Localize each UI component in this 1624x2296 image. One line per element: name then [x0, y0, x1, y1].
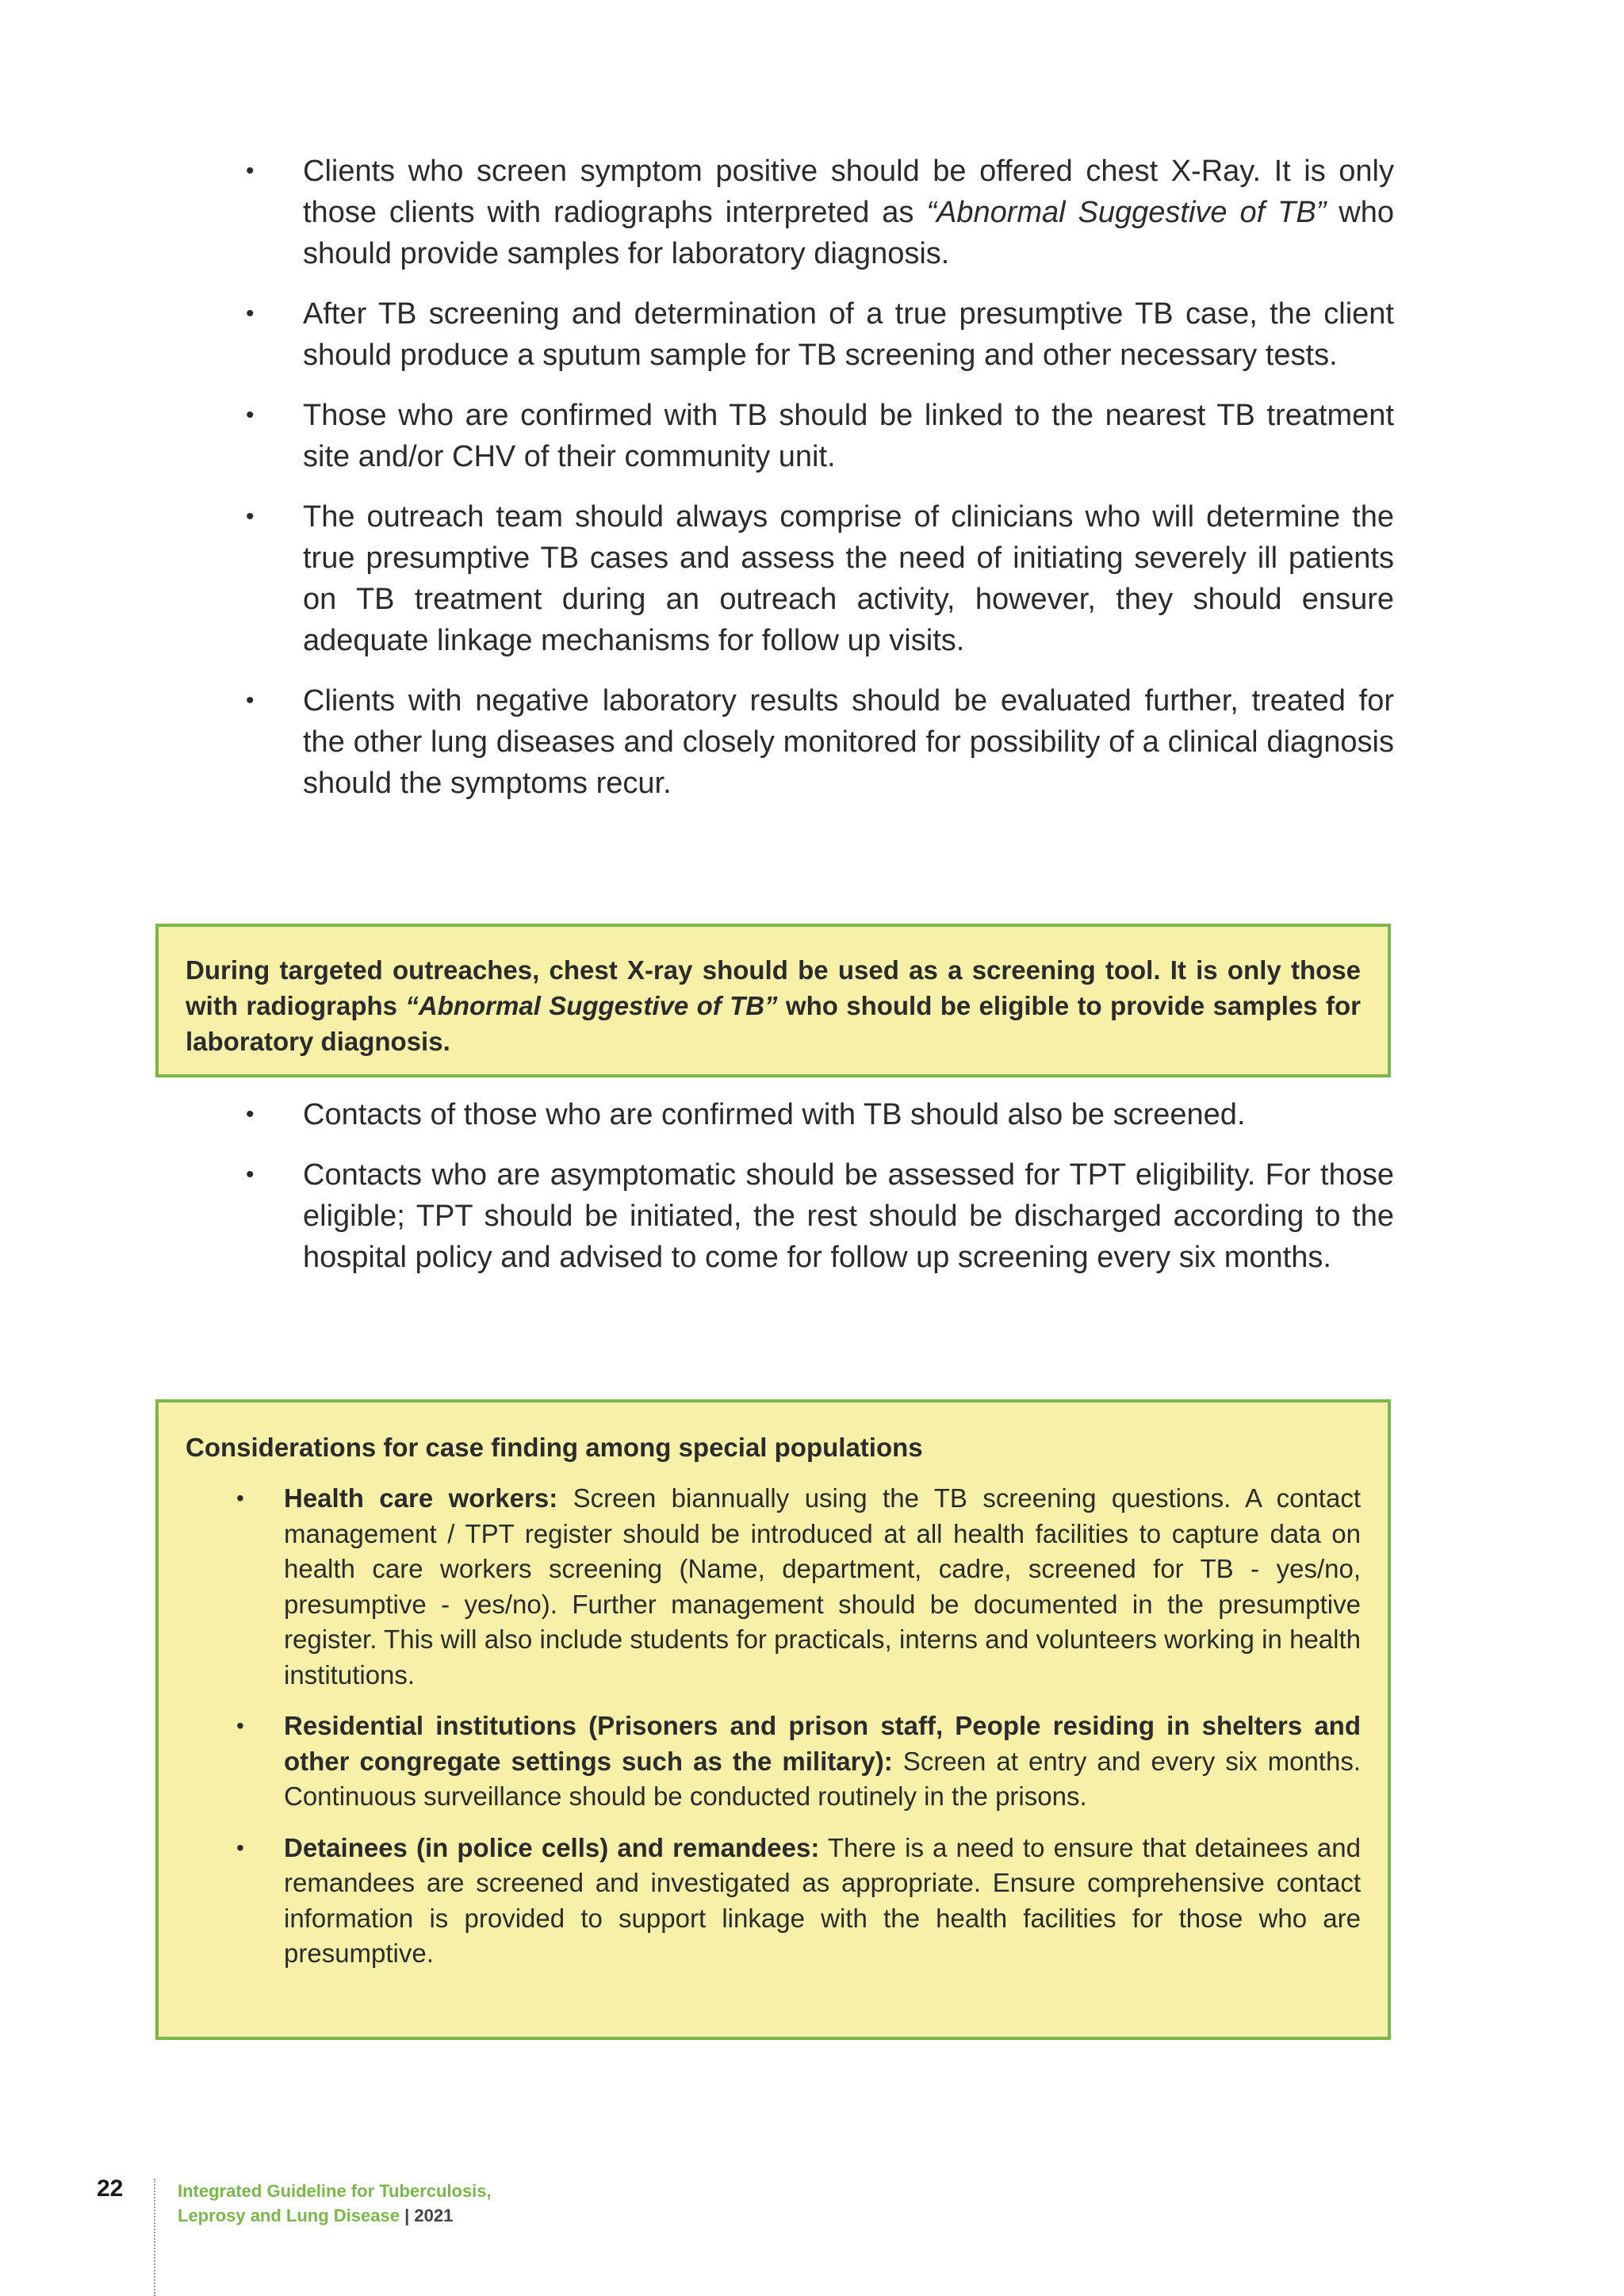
bullet-list-contacts [246, 1094, 1394, 1297]
footer-divider [154, 2179, 155, 2296]
special-populations-list [186, 1481, 1361, 1972]
bullet-item [246, 496, 1394, 661]
bullet-text: Contacts who are asymptomatic should be assessed for TPT eligibility. For those eligible; TPT should be initiated, the rest should be discharged according to the hospital policy and advised to come for follow up screening every six months. [303, 1158, 1394, 1274]
bullet-marker: • [236, 1713, 244, 1738]
bullet-marker: • [246, 1161, 255, 1188]
bullet-item [246, 151, 1394, 274]
page-number: 22 [97, 2175, 124, 2202]
callout-box-xray [155, 924, 1391, 1077]
callout-box-special-populations [155, 1399, 1391, 2040]
bullet-marker: • [246, 158, 255, 184]
bullet-text: Clients who screen symptom positive should be offered chest X-Ray. It is only those clients with radiographs interpreted as [303, 155, 1394, 229]
bullet-text: Those who are confirmed with TB should be linked to the nearest TB treatment site and/or CHV of their community unit. [303, 399, 1394, 473]
footer-title [178, 2179, 492, 2228]
footer-year: 2021 [414, 2206, 454, 2225]
population-text: Screen at entry and every six months. Continuous surveillance should be conducted routinely in the prisons. [284, 1746, 1361, 1811]
population-item [236, 1481, 1361, 1693]
footer-separator: | [399, 2206, 415, 2225]
callout-title: Considerations for case finding among special populations [186, 1433, 923, 1462]
callout-text-end: who should be eligible to provide samples for laboratory diagnosis. [186, 991, 1361, 1056]
bullet-item [246, 1094, 1394, 1135]
bullet-marker: • [246, 300, 255, 327]
population-label: Residential institutions (Prisoners and prison staff, People residing in shelters and other congregate settings such as the military): [284, 1711, 1361, 1776]
bullet-item [246, 293, 1394, 376]
bullet-marker: • [236, 1486, 244, 1510]
population-item [236, 1831, 1361, 1972]
bullet-text: After TB screening and determination of a true presumptive TB case, the client should produce a sputum sample for TB screening and other necessary tests. [303, 297, 1394, 372]
bullet-marker: • [236, 1835, 244, 1860]
bullet-marker: • [246, 687, 255, 714]
bullet-marker: • [246, 1101, 255, 1127]
footer-line-2: Leprosy and Lung Disease [178, 2206, 400, 2225]
bullet-marker: • [246, 402, 255, 428]
bullet-text: who should provide samples for laboratory diagnosis. [303, 196, 1394, 270]
population-text: There is a need to ensure that detainees and remandees are screened and investigated as appropriate. Ensure comprehensive contact information is provided to support linkage with the health facilities for those who are presumptive. [284, 1832, 1361, 1968]
bullet-text: The outreach team should always comprise of clinicians who will determine the true presumptive TB cases and assess the need of initiating severely ill patients on TB treatment during an outreach activity, however, they should ensure adequate linkage mechanisms for follow up visits. [303, 500, 1394, 657]
bullet-list-top [246, 151, 1394, 823]
bullet-marker: • [246, 503, 255, 530]
footer-line-1: Integrated Guideline for Tuberculosis, [178, 2181, 492, 2201]
bullet-item [246, 395, 1394, 477]
population-text: Screen biannually using the TB screening questions. A contact management / TPT register should be introduced at all health facilities to capture data on health care workers screening (Name, department, cadre, screened for TB - yes/no, presumptive - yes/no). Further management should be documented in the presumptive register. This will also include students for practicals, interns and volunteers working in health institutions. [284, 1483, 1361, 1689]
population-item [236, 1709, 1361, 1815]
callout-text: During targeted outreaches, chest X-ray should be used as a screening tool. It is only those with radiographs [186, 955, 1361, 1020]
bullet-text: Contacts of those who are confirmed with TB should also be screened. [303, 1098, 1246, 1131]
population-label: Health care workers: [284, 1483, 558, 1513]
bullet-text: Clients with negative laboratory results should be evaluated further, treated for the other lung diseases and closely monitored for possibility of a clinical diagnosis should the symptoms recur. [303, 684, 1394, 800]
bullet-item [246, 1154, 1394, 1278]
bullet-item [246, 680, 1394, 804]
bullet-emphasis: “Abnormal Suggestive of TB” [926, 196, 1327, 229]
callout-emphasis: “Abnormal Suggestive of TB” [405, 991, 778, 1020]
population-label: Detainees (in police cells) and remandees: [284, 1832, 820, 1862]
